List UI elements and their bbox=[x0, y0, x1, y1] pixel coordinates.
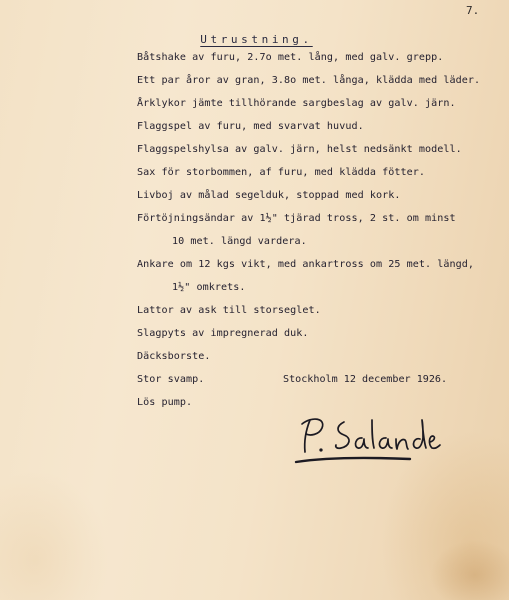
equipment-line: Sax för storbommen, af furu, med klädda fötter. bbox=[137, 167, 425, 178]
equipment-line: Lös pump. bbox=[137, 397, 193, 408]
heading-text: Utrustning. bbox=[200, 33, 313, 46]
paper-stain bbox=[430, 540, 509, 600]
equipment-line: Däcksborste. bbox=[137, 351, 211, 362]
equipment-line: Flaggspel av furu, med svarvat huvud. bbox=[137, 121, 364, 132]
paper-stain bbox=[0, 470, 110, 600]
equipment-line: Årklykor jämte tillhörande sargbeslag av galv. järn. bbox=[137, 98, 456, 109]
equipment-line-continued: 10 met. längd vardera. bbox=[172, 236, 307, 247]
equipment-line: Lattor av ask till storseglet. bbox=[137, 305, 321, 316]
equipment-line: Ankare om 12 kgs vikt, med ankartross om 25 met. längd, bbox=[137, 259, 474, 270]
equipment-line: Stor svamp. bbox=[137, 374, 205, 385]
document-heading bbox=[0, 33, 509, 46]
place-date: Stockholm 12 december 1926. bbox=[283, 374, 448, 385]
equipment-line: Båtshake av furu, 2.7o met. lång, med galv. grepp. bbox=[137, 52, 444, 63]
equipment-line: Livboj av målad segelduk, stoppad med kork. bbox=[137, 190, 401, 201]
page-number: 7. bbox=[466, 4, 480, 17]
equipment-line: Förtöjningsändar av 1½" tjärad tross, 2 st. om minst bbox=[137, 213, 456, 224]
equipment-line: Flaggspelshylsa av galv. järn, helst nedsänkt modell. bbox=[137, 144, 462, 155]
handwritten-signature bbox=[292, 408, 442, 468]
equipment-line-continued: 1½" omkrets. bbox=[172, 282, 246, 293]
equipment-line: Ett par åror av gran, 3.8o met. långa, klädda med läder. bbox=[137, 75, 481, 86]
equipment-line: Slagpyts av impregnerad duk. bbox=[137, 328, 309, 339]
